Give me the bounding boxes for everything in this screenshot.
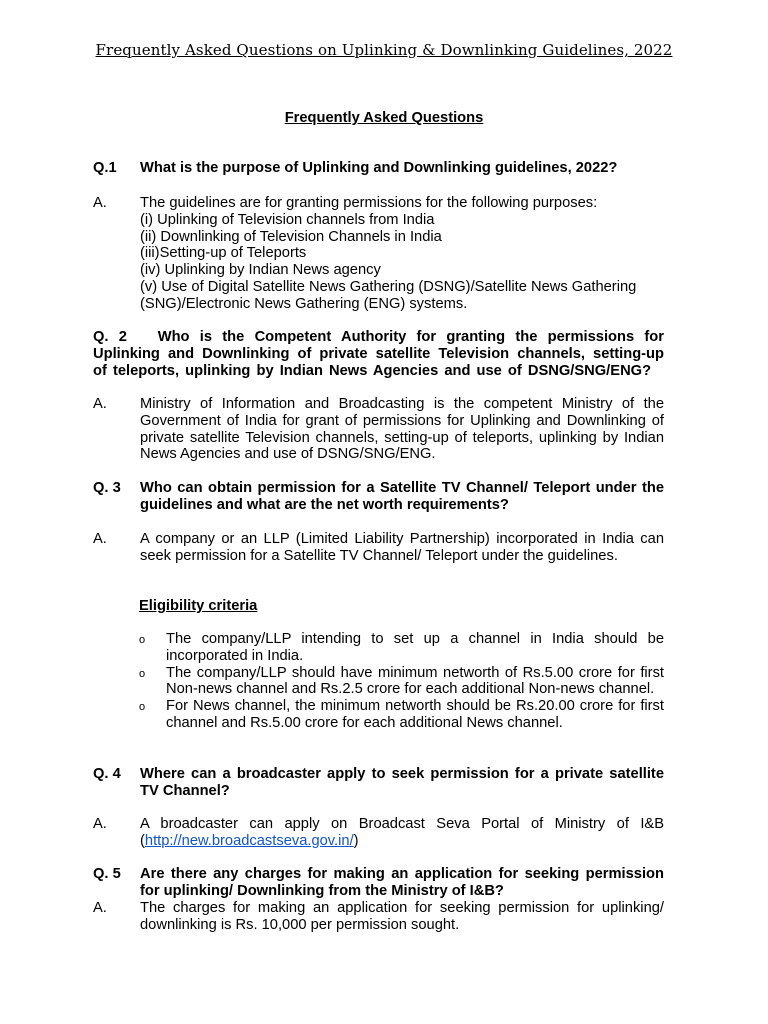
page-title: Frequently Asked Questions <box>284 110 484 126</box>
bullet-marker: o <box>139 667 146 680</box>
list-item-text: For News channel, the minimum networth should be Rs.20.00 crore for first channel and Rs.5.00 crore for each additional News channel. <box>166 698 664 731</box>
link-paren: ( <box>140 832 145 849</box>
bullet-marker: o <box>139 634 146 646</box>
faq-q1-answer <box>93 195 664 313</box>
link-paren: ) <box>353 832 359 849</box>
list-item <box>139 665 664 699</box>
answer-text: Ministry of Information and Broadcasting is the competent Ministry of the Government of India for grant of permissions for Uplinking and Downlinking of private satellite Television channels, setting-up of teleports, uplinking by Indian News Agencies and use of DSNG/SNG/ENG. <box>140 396 664 463</box>
faq-q1-question <box>93 160 664 177</box>
answer-label: A. <box>93 900 107 916</box>
list-item <box>139 631 664 665</box>
list-item-text: The company/LLP intending to set up a channel in India should be incorporated in India. <box>166 631 664 664</box>
answer-label: A. <box>93 816 107 832</box>
question-text: Where can a broadcaster apply to seek permission for a private satellite TV Channel? <box>140 766 664 799</box>
list-item <box>139 698 664 732</box>
answer-line: A broadcaster can apply on Broadcast Seva Portal of Ministry of I&B <box>140 816 664 832</box>
bullet-marker: o <box>139 701 146 714</box>
broadcast-seva-link[interactable]: http://new.broadcastseva.gov.in/ <box>144 832 354 849</box>
faq-q3-answer <box>93 531 664 565</box>
question-text: Are there any charges for making an application for seeking permission for uplinking/ Downlinking from the Ministry of I&B? <box>140 866 664 899</box>
answer-line: (iii)Setting-up of Teleports <box>140 245 307 262</box>
answer-line: (v) Use of Digital Satellite News Gathering (DSNG)/Satellite News Gathering <box>140 278 637 295</box>
question-number: Q. 3 <box>93 480 121 496</box>
question-number: Q. 5 <box>93 866 121 882</box>
question-number: Q. 4 <box>93 766 121 782</box>
answer-text: A company or an LLP (Limited Liability Partnership) incorporated in India can seek permission for a Satellite TV Channel/ Teleport under the guidelines. <box>140 531 664 564</box>
faq-q2-question <box>93 329 664 379</box>
question-text: Who is the Competent Authority for granting the permissions for Uplinking and Downlinking of private satellite Television channels, setting-up of teleports, uplinking by Indian News Agencies and use of DSNG/SNG/ENG? <box>93 329 664 379</box>
faq-q5-question <box>93 866 664 900</box>
answer-line: (SNG)/Electronic News Gathering (ENG) systems. <box>140 295 468 312</box>
answer-text: The charges for making an application for seeking permission for uplinking/ downlinking is Rs. 10,000 per permission sought. <box>140 900 664 933</box>
answer-text <box>140 195 664 313</box>
answer-label: A. <box>93 396 107 412</box>
faq-q4-answer <box>93 816 664 850</box>
answer-label: A. <box>93 195 107 211</box>
answer-label: A. <box>93 531 107 547</box>
answer-line: (i) Uplinking of Television channels from India <box>140 211 435 228</box>
eligibility-list <box>139 631 664 732</box>
answer-text <box>140 816 664 850</box>
eligibility-heading: Eligibility criteria <box>139 598 258 614</box>
answer-line: The guidelines are for granting permissions for the following purposes: <box>140 195 598 211</box>
question-number: Q. 2 <box>93 329 127 345</box>
answer-line: (iv) Uplinking by Indian News agency <box>140 262 381 279</box>
faq-q3-question <box>93 480 664 514</box>
answer-link-line <box>140 833 664 850</box>
question-text: Who can obtain permission for a Satellite TV Channel/ Teleport under the guidelines and what are the net worth requirements? <box>140 480 664 513</box>
question-number: Q.1 <box>93 160 117 176</box>
question-text: What is the purpose of Uplinking and Downlinking guidelines, 2022? <box>140 160 618 176</box>
answer-line: (ii) Downlinking of Television Channels in India <box>140 228 442 245</box>
list-item-text: The company/LLP should have minimum networth of Rs.5.00 crore for first Non-news channel and Rs.2.5 crore for each additional Non-news channel. <box>166 664 664 698</box>
faq-q2-answer <box>93 396 664 463</box>
running-header: Frequently Asked Questions on Uplinking & Downlinking Guidelines, 2022 <box>95 41 673 59</box>
faq-q4-question <box>93 766 664 800</box>
faq-q5-answer <box>93 900 664 934</box>
